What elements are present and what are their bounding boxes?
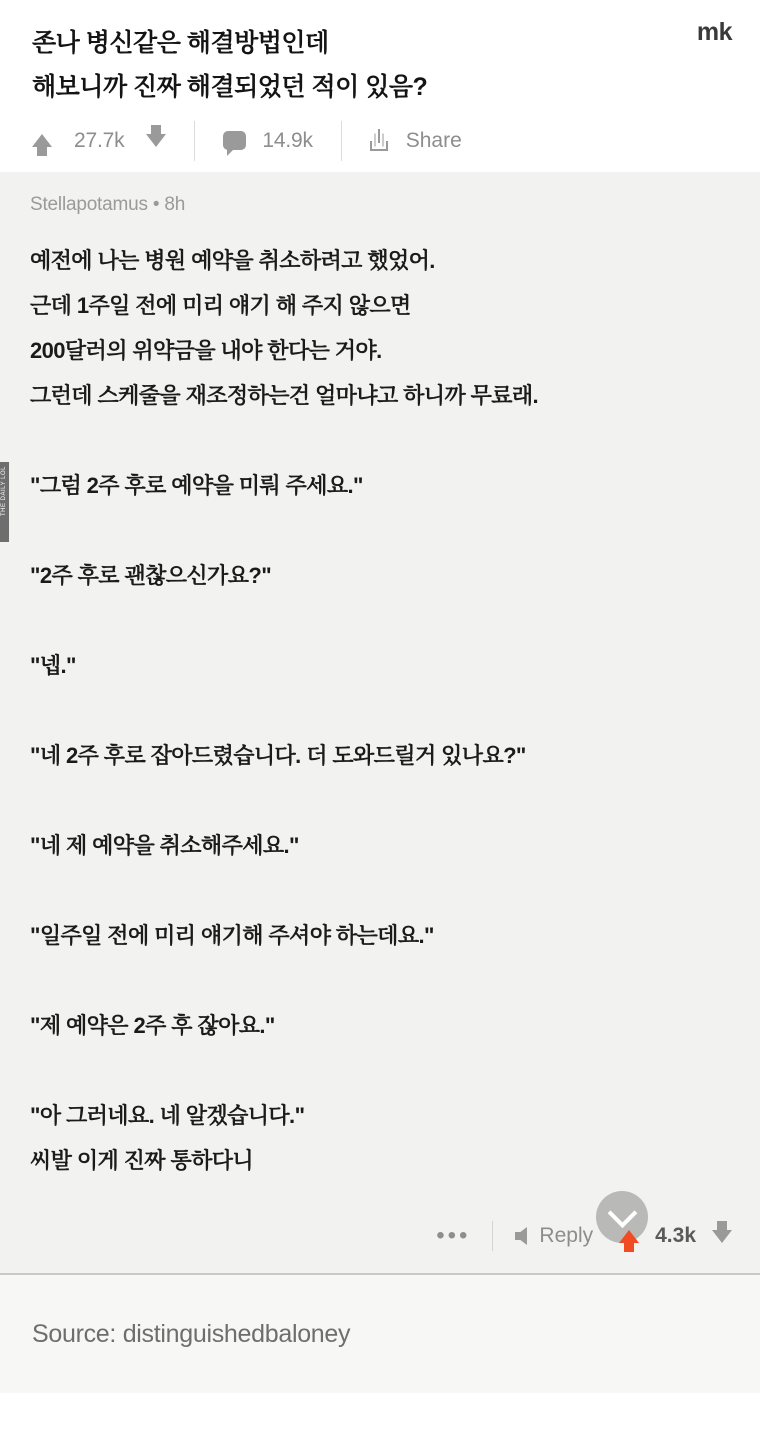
upvote-icon[interactable] [32, 134, 52, 147]
comment-spacer [30, 778, 730, 823]
comment-spacer [30, 418, 730, 463]
source-label: Source: distinguishedbaloney [32, 1319, 351, 1348]
comment-line: "네 2주 후로 잡아드렸습니다. 더 도와드릴거 있나요?" [30, 742, 526, 768]
source-bar [0, 1273, 760, 1393]
comment-line: 근데 1주일 전에 미리 얘기 해 주지 않으면 [30, 292, 411, 318]
post-vote-group [32, 129, 166, 153]
comment-spacer [30, 958, 730, 1003]
post-action-bar [0, 110, 760, 172]
comment-more-button[interactable]: ••• [436, 1222, 471, 1249]
comment-spacer [30, 1048, 730, 1093]
divider [492, 1221, 493, 1251]
post-share-label: Share [405, 128, 462, 152]
divider [194, 121, 195, 161]
comment-bubble-icon [223, 131, 246, 150]
comment-line: 예전에 나는 병원 예약을 취소하려고 했었어. [30, 247, 435, 273]
watermark-label: mk [696, 18, 732, 46]
post-share-button[interactable] [370, 129, 462, 153]
comment-action-bar [0, 1213, 760, 1273]
comment-line: 씨발 이게 진짜 통하다니 [30, 1147, 254, 1173]
divider [341, 121, 342, 161]
comment-reply-label: Reply [539, 1224, 594, 1247]
comment-line: 200달러의 위약금을 내야 한다는 거야. [30, 337, 382, 363]
page-title [32, 22, 728, 110]
comment-spacer [30, 598, 730, 643]
comment-text [30, 238, 730, 1183]
comment-line: 그런데 스케줄을 재조정하는건 얼마냐고 하니까 무료래. [30, 382, 539, 408]
comment-line: "네 제 예약을 취소해주세요." [30, 832, 299, 858]
reply-arrow-icon [515, 1227, 527, 1245]
post-score: 27.7k [74, 128, 125, 152]
comment-spacer [30, 688, 730, 733]
post-comments-button[interactable] [223, 129, 312, 153]
comment-container [0, 172, 760, 1214]
bottom-padding [0, 1393, 760, 1455]
post-title-line-2: 해보니까 진짜 해결되었던 적이 있음? [32, 72, 428, 101]
comment-line: "그럼 2주 후로 예약을 미뤄 주세요." [30, 472, 363, 498]
comment-author-meta: Stellapotamus • 8h [30, 193, 186, 215]
comment-downvote-icon[interactable] [712, 1230, 732, 1243]
comment-line: "2주 후로 괜찮으신가요?" [30, 562, 272, 588]
comment-reply-button[interactable] [515, 1224, 593, 1248]
comment-spacer [30, 508, 730, 553]
share-icon [370, 131, 390, 151]
comment-line: "넵." [30, 652, 76, 678]
post-title-line-1: 존나 병신같은 해결방법인데 [32, 29, 329, 57]
side-watermark-text: THE DAILY LOL [0, 465, 7, 516]
comment-spacer [30, 868, 730, 913]
post-header [0, 0, 760, 110]
comment-score: 4.3k [655, 1224, 696, 1247]
comment-line: "일주일 전에 미리 얘기해 주셔야 하는데요." [30, 922, 434, 948]
side-watermark-strip [0, 462, 9, 542]
comment-line: "제 예약은 2주 후 잖아요." [30, 1012, 275, 1038]
downvote-icon[interactable] [146, 134, 166, 147]
comment-line: "아 그러네요. 네 알겠습니다." [30, 1102, 305, 1128]
comment-upvote-icon[interactable] [619, 1230, 639, 1243]
post-comment-count: 14.9k [262, 128, 313, 152]
